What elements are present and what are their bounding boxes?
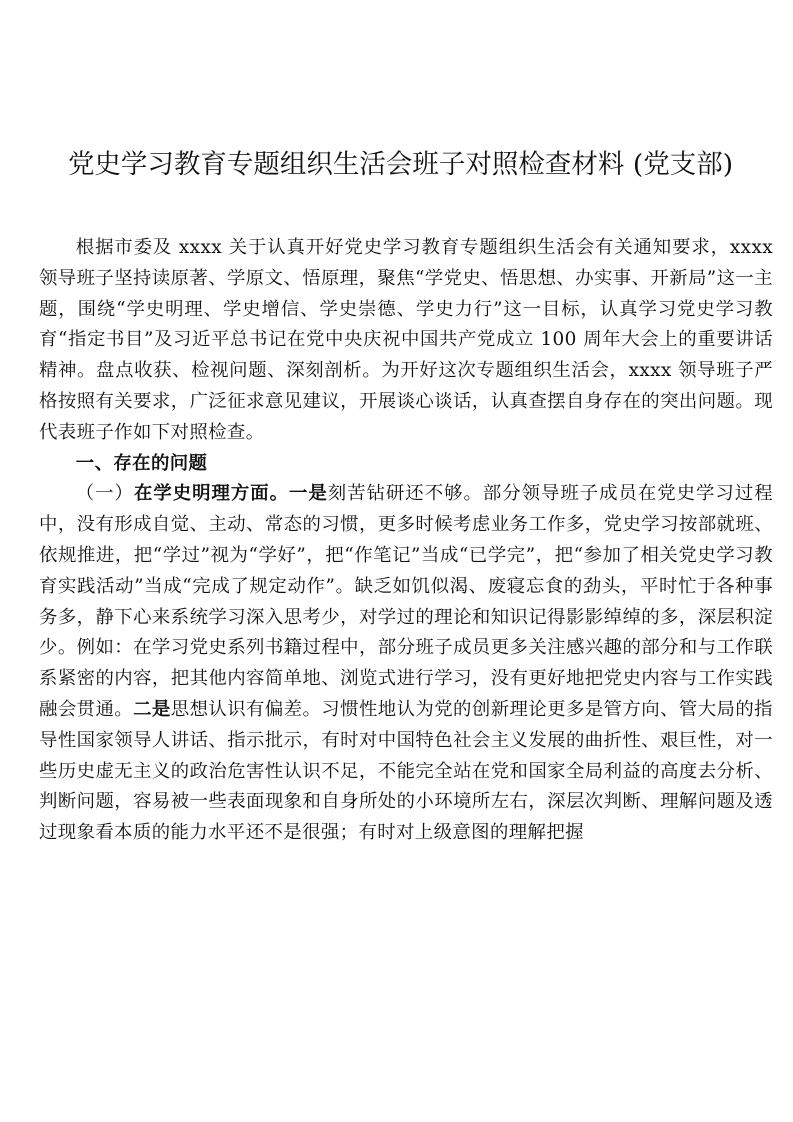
subsection-paragraph — [39, 479, 773, 849]
point-2-label: 二是 — [133, 698, 171, 720]
point-1-text: 刻苦钻研还不够。部分领导班子成员在党史学习过程中，没有形成自觉、主动、常态的习惯，更多时候考虑业务工作多，党史学习按部就班、依规推进，把“学过”视为“学好”，把“作笔记”当成“已学完”，把“参加了相关党史学习教育实践活动”当成“完成了规定动作”。缺乏如饥似渴、废寝忘食的劲头，平时忙于各种事务多，静下心来系统学习深入思考少，对学过的理论和知识记得影影绰绰的多，深层积淀少。例如：在学习党史系列书籍过程中，部分班子成员更多关注感兴趣的部分和与工作联系紧密的内容，把其他内容简单地、浏览式进行学习，没有更好地把党史内容与工作实践融会贯通。 — [39, 483, 773, 720]
point-2-text: 思想认识有偏差。习惯性地认为党的创新理论更多是管方向、管大局的指导性国家领导人讲话、指示批示，有时对中国特色社会主义发展的曲折性、艰巨性，对一些历史虚无主义的政治危害性认识不足，不能完全站在党和国家全局利益的高度去分析、判断问题，容易被一些表面现象和自身所处的小环境所左右，深层次判断、理解问题及透过现象看本质的能力水平还不是很强；有时对上级意图的理解把握 — [39, 698, 773, 844]
document-body — [39, 233, 773, 849]
subsection-number: （一） — [75, 483, 134, 505]
intro-paragraph: 根据市委及 xxxx 关于认真开好党史学习教育专题组织生活会有关通知要求，xxxx 领导班子坚持读原著、学原文、悟原理，聚焦“学党史、悟思想、办实事、开新局”这一主题，围绕“学史明理、学史增信、学史崇德、学史力行”这一目标，认真学习党史学习教育“指定书目”及习近平总书记在党中央庆祝中国共产党成立 100 周年大会上的重要讲话精神。盘点收获、检视问题、深刻剖析。为开好这次专题组织生活会，xxxx 领导班子严格按照有关要求，广泛征求意见建议，开展谈心谈话，认真查摆自身存在的突出问题。现代表班子作如下对照检查。 — [39, 237, 773, 443]
section-heading-problems: 一、存在的问题 — [75, 452, 208, 474]
point-1-label: 一是 — [289, 483, 328, 505]
subsection-title: 在学史明理方面。 — [133, 483, 290, 505]
document-title: 党史学习教育专题组织生活会班子对照检查材料 (党支部) — [67, 149, 734, 180]
